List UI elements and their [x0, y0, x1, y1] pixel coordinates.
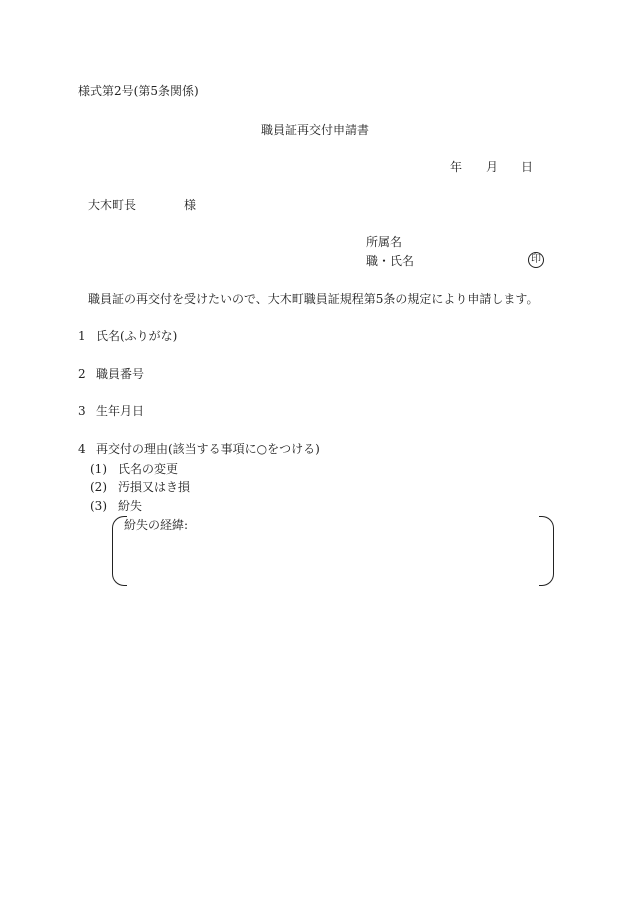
application-statement: 職員証の再交付を受けたいので、大木町職員証規程第5条の規定により申請します。	[88, 292, 539, 306]
position-name-label: 職・氏名	[366, 254, 415, 268]
item-label: 再交付の理由(該当する事項に○をつける)	[96, 442, 320, 456]
item-number: 4	[78, 442, 86, 456]
item-number: 1	[78, 329, 86, 343]
date-month-label: 月	[486, 160, 499, 174]
reason-label: 紛失	[118, 499, 143, 513]
reason-label: 汚損又はき損	[118, 480, 191, 494]
reason-number: (3)	[90, 499, 107, 513]
item-label: 生年月日	[96, 404, 145, 418]
item-label: 氏名(ふりがな)	[96, 329, 178, 343]
item-number: 2	[78, 367, 86, 381]
date-year-label: 年	[450, 160, 463, 174]
date-day-label: 日	[521, 160, 534, 174]
reason-number: (1)	[90, 462, 107, 476]
form-number: 様式第2号(第5条関係)	[78, 84, 199, 98]
bracket-right	[539, 516, 554, 586]
item-number: 3	[78, 404, 86, 418]
reason-label: 氏名の変更	[118, 462, 179, 476]
reason-number: (2)	[90, 480, 107, 494]
item-label: 職員番号	[96, 367, 145, 381]
form-title: 職員証再交付申請書	[261, 123, 370, 137]
department-label: 所属名	[366, 235, 403, 249]
addressee-name: 大木町長	[88, 198, 137, 212]
seal-mark: 印	[528, 252, 544, 268]
loss-details-label: 紛失の経緯:	[124, 518, 189, 532]
addressee-honorific: 様	[184, 198, 197, 212]
